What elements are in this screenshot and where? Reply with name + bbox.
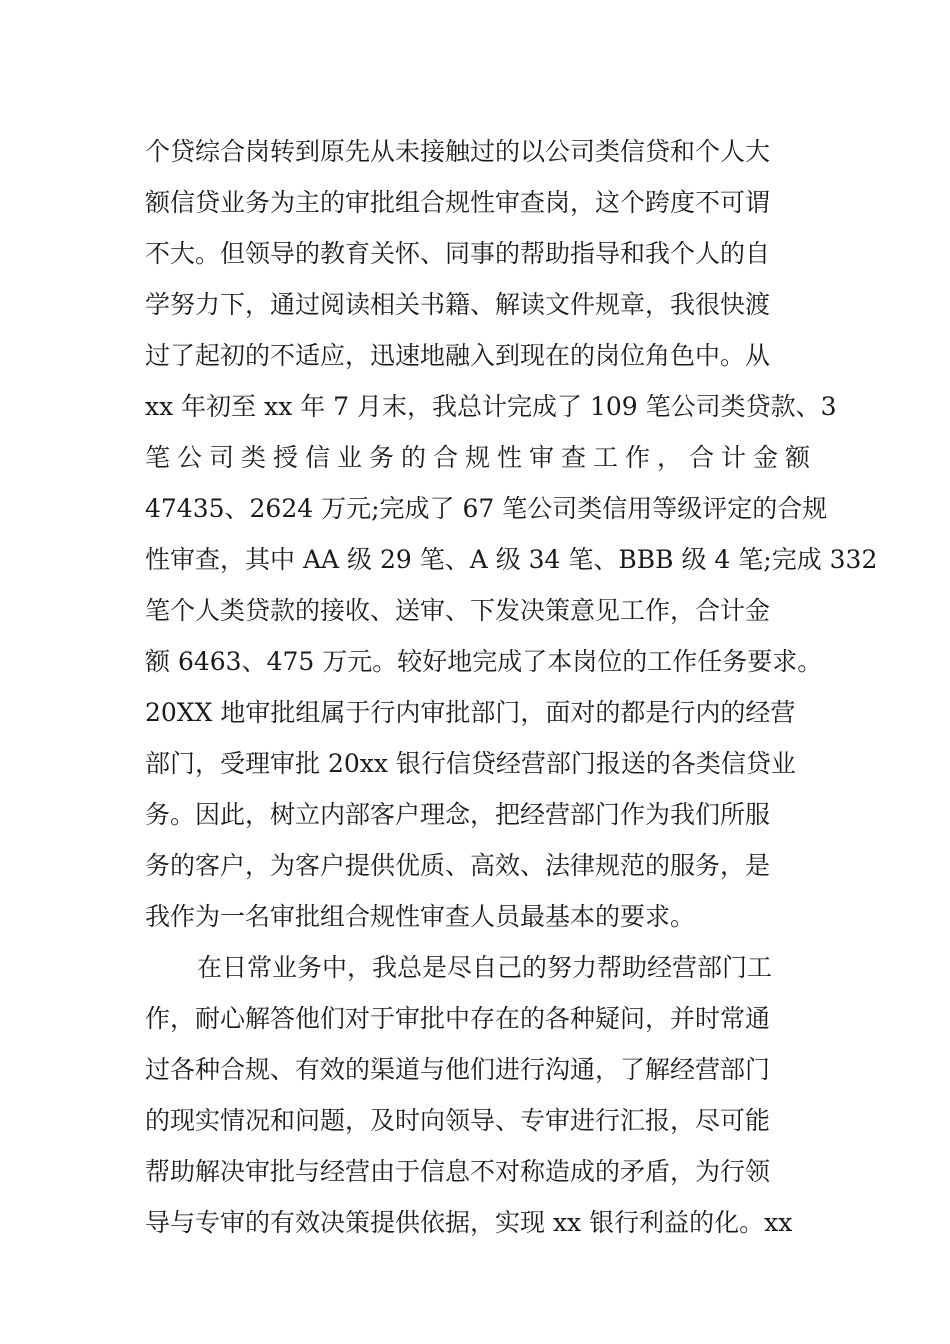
text-line: 性审查，其中 AA 级 29 笔、A 级 34 笔、BBB 级 4 笔;完成 332: [145, 545, 878, 574]
text-line: 20XX 地审批组属于行内审批部门，面对的都是行内的经营: [145, 698, 796, 727]
text-line: 导与专审的有效决策提供依据，实现 xx 银行利益的化。xx: [145, 1208, 793, 1237]
text-line: 47435、2624 万元;完成了 67 笔公司类信用等级评定的合规: [145, 494, 828, 523]
text-line: 帮助解决审批与经营由于信息不对称造成的矛盾，为行领: [145, 1157, 771, 1186]
text-line: 笔个人类贷款的接收、送审、下发决策意见工作，合计金: [145, 596, 771, 625]
text-line: 不大。但领导的教育关怀、同事的帮助指导和我个人的自: [145, 239, 771, 268]
text-line: 额 6463、475 万元。较好地完成了本岗位的工作任务要求。: [145, 647, 823, 676]
text-line: 个贷综合岗转到原先从未接触过的以公司类信贷和个人大: [145, 137, 771, 166]
text-line: 部门，受理审批 20xx 银行信贷经营部门报送的各类信贷业: [145, 749, 796, 778]
text-line: 过各种合规、有效的渠道与他们进行沟通，了解经营部门: [145, 1055, 771, 1084]
text-line: 作，耐心解答他们对于审批中存在的各种疑问，并时常通: [145, 1004, 771, 1033]
text-line: 务的客户，为客户提供优质、高效、法律规范的服务，是: [145, 851, 771, 880]
text-line: xx 年初至 xx 年 7 月末，我总计完成了 109 笔公司类贷款、3: [145, 392, 837, 421]
text-line: 笔公司类授信业务的合规性审查工作，合计金额: [145, 443, 810, 472]
text-line: 过了起初的不适应，迅速地融入到现在的岗位角色中。从: [145, 341, 771, 370]
text-line: 的现实情况和问题，及时向领导、专审进行汇报，尽可能: [145, 1106, 771, 1135]
body-text: [145, 126, 878, 1248]
paragraph-start-line: 在日常业务中，我总是尽自己的努力帮助经营部门工: [197, 953, 773, 982]
text-line: 务。因此，树立内部客户理念，把经营部门作为我们所服: [145, 800, 771, 829]
text-line: 学努力下，通过阅读相关书籍、解读文件规章，我很快渡: [145, 290, 771, 319]
text-line: 我作为一名审批组合规性审查人员最基本的要求。: [145, 902, 696, 931]
text-line: 额信贷业务为主的审批组合规性审查岗，这个跨度不可谓: [145, 188, 771, 217]
